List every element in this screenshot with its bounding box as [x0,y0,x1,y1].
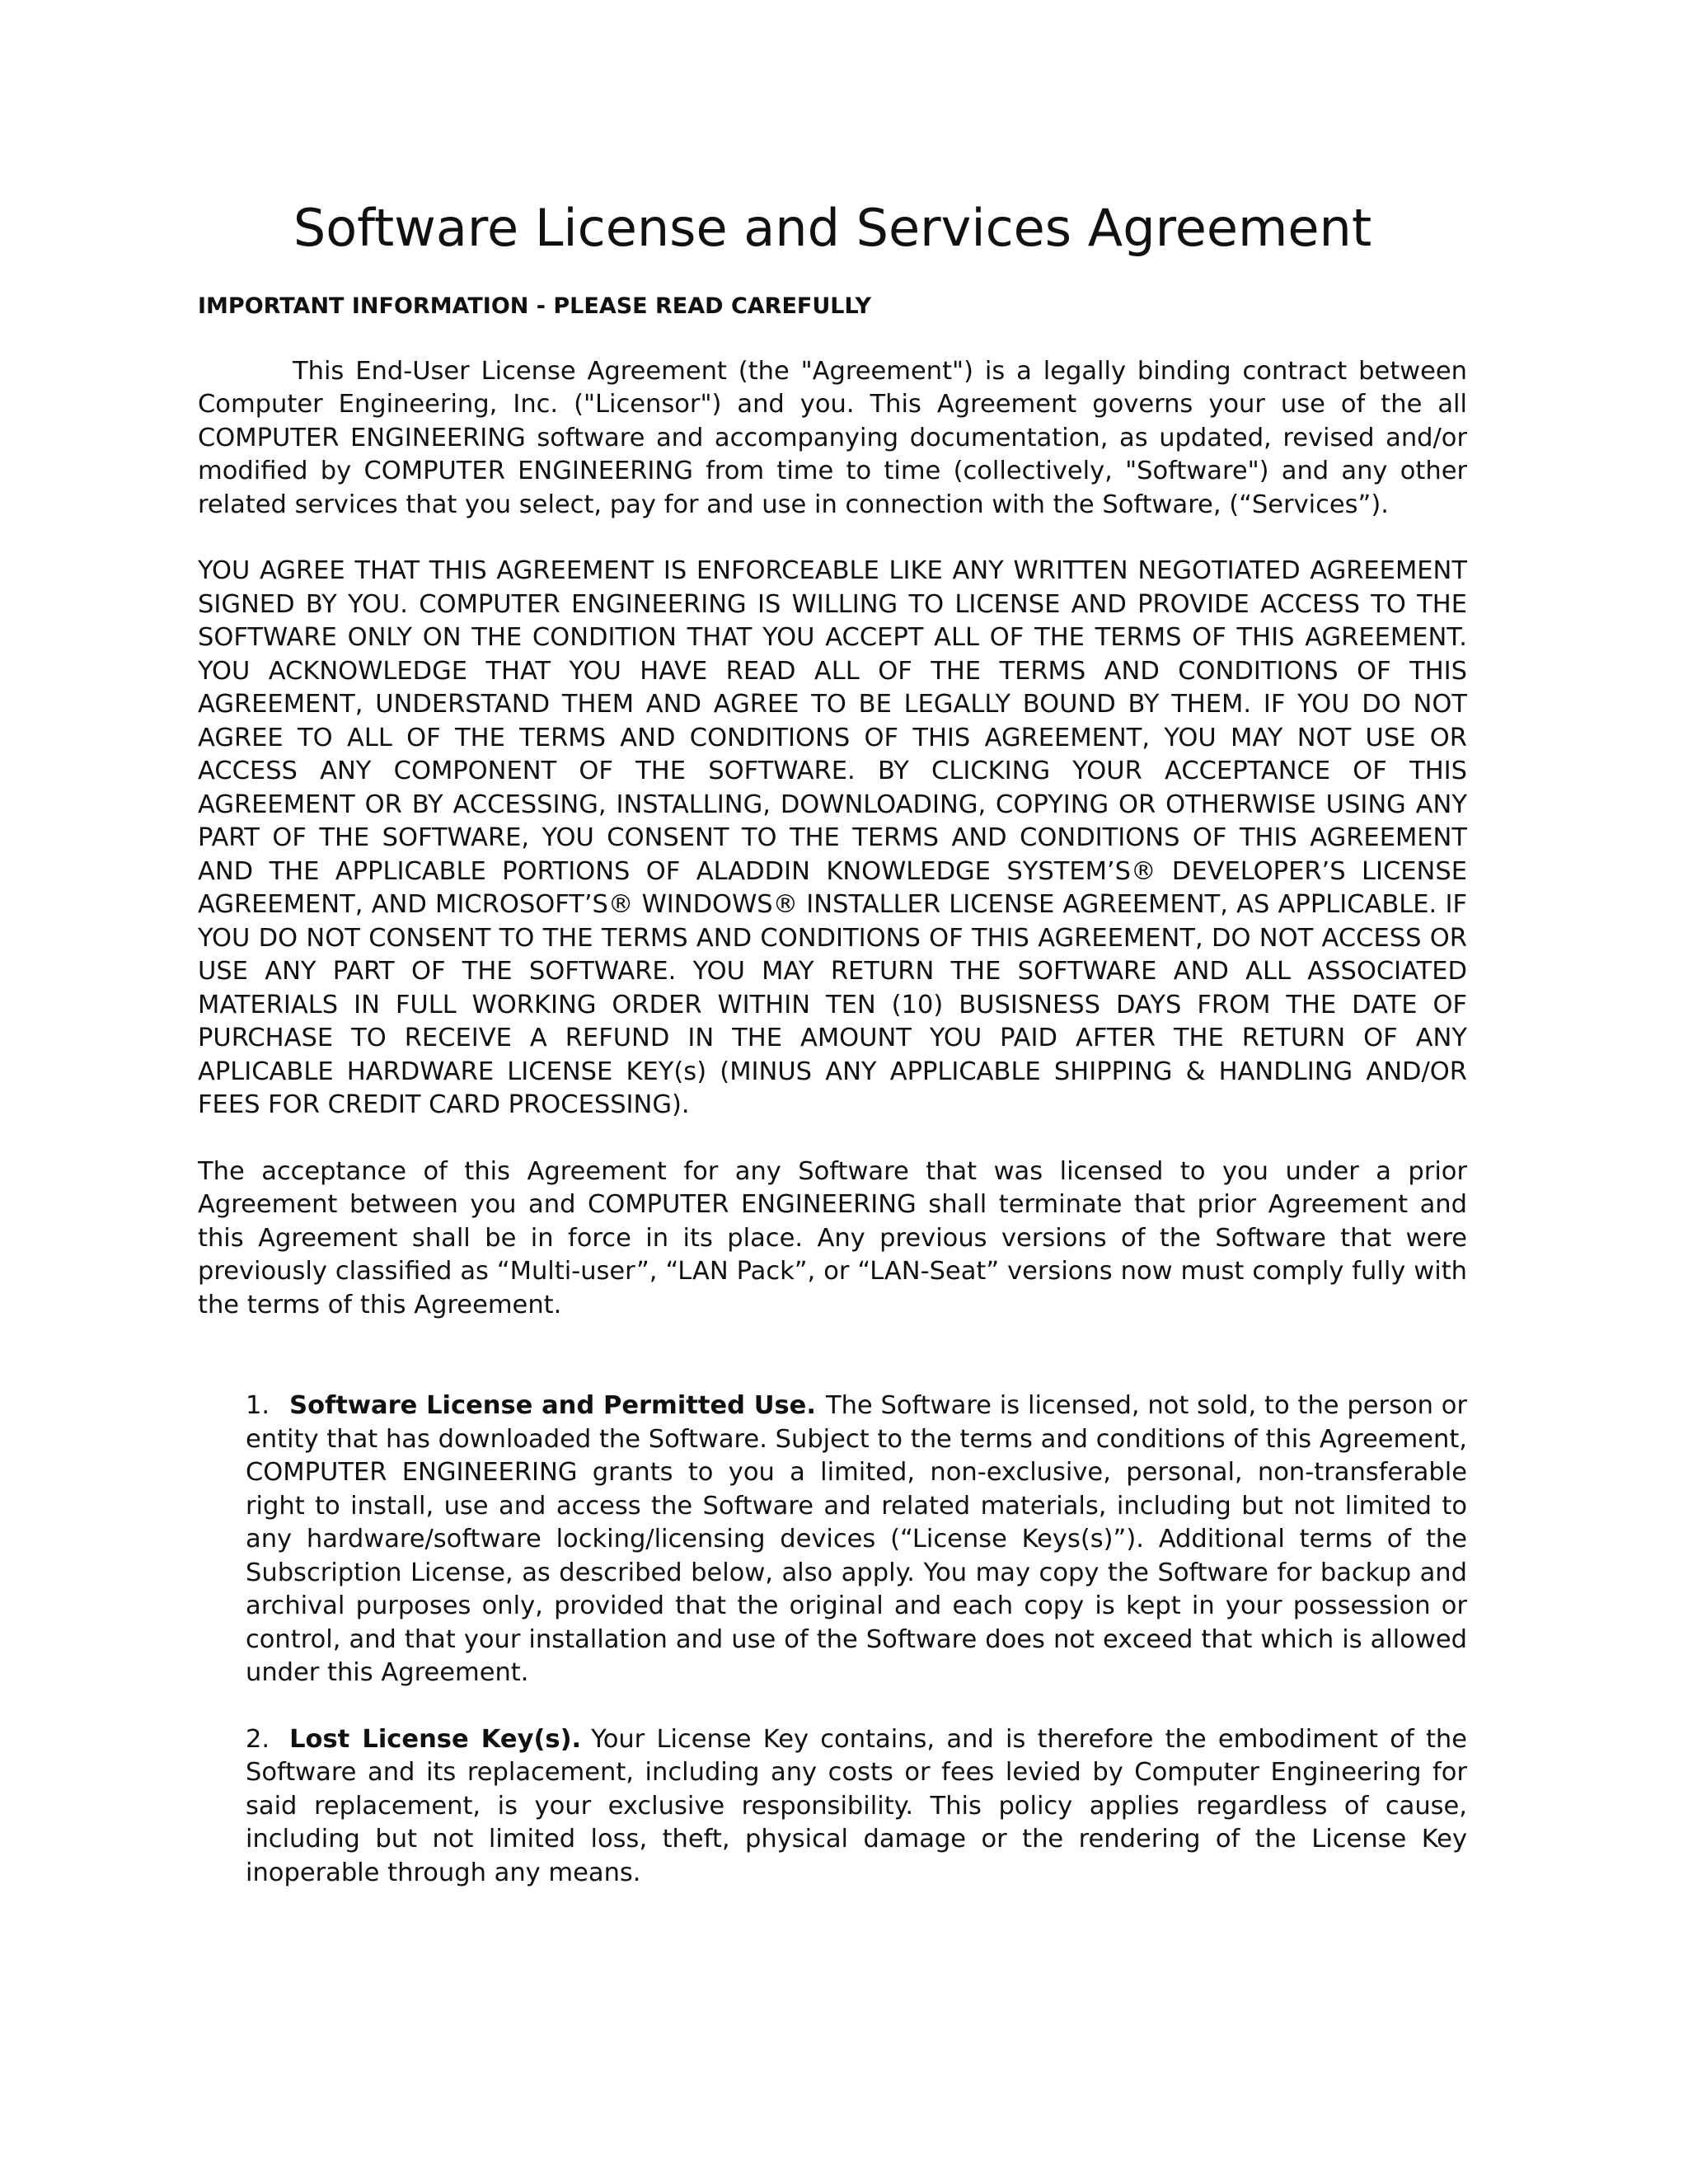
enforceability-paragraph: YOU AGREE THAT THIS AGREEMENT IS ENFORCEABLE LIKE ANY WRITTEN NEGOTIATED AGREEMENT SIGNED BY YOU. COMPUTER ENGINEERING IS WILLING TO LICENSE AND PROVIDE ACCESS TO THE SOFTWARE ONLY ON THE CONDITION THAT YOU ACCEPT ALL OF THE TERMS OF THIS AGREEMENT. YOU ACKNOWLEDGE THAT YOU HAVE READ ALL OF THE TERMS AND CONDITIONS OF THIS AGREEMENT, UNDERSTAND THEM AND AGREE TO BE LEGALLY BOUND BY THEM. IF YOU DO NOT AGREE TO ALL OF THE TERMS AND CONDITIONS OF THIS AGREEMENT, YOU MAY NOT USE OR ACCESS ANY COMPONENT OF THE SOFTWARE. BY CLICKING YOUR ACCEPTANCE OF THIS AGREEMENT OR BY ACCESSING, INSTALLING, DOWNLOADING, COPYING OR OTHERWISE USING ANY PART OF THE SOFTWARE, YOU CONSENT TO THE TERMS AND CONDITIONS OF THIS AGREEMENT AND THE APPLICABLE PORTIONS OF ALADDIN KNOWLEDGE SYSTEM’S® DEVELOPER’S LICENSE AGREEMENT, AND MICROSOFT’S® WINDOWS® INSTALLER LICENSE AGREEMENT, AS APPLICABLE. IF YOU DO NOT CONSENT TO THE TERMS AND CONDITIONS OF THIS AGREEMENT, DO NOT ACCESS OR USE ANY PART OF THE SOFTWARE. YOU MAY RETURN THE SOFTWARE AND ALL ASSOCIATED MATERIALS IN FULL WORKING ORDER WITHIN TEN (10) BUSISNESS DAYS FROM THE DATE OF PURCHASE TO RECEIVE A REFUND IN THE AMOUNT YOU PAID AFTER THE RETURN OF ANY APLICABLE HARDWARE LICENSE KEY(s) (MINUS ANY APPLICABLE SHIPPING & HANDLING AND/OR FEES FOR CREDIT CARD PROCESSING). [198,556,1467,1120]
clause-number: 2. [246,1724,270,1754]
prior-agreement-paragraph: The acceptance of this Agreement for any Software that was licensed to you under a prior Agreement between you and COMPUTER ENGINEERING shall terminate that prior Agreement and this Agreement shall be in force in its place. Any previous versions of the Software that were previously classified as “Multi-user”, “LAN Pack”, or “LAN-Seat” versions now must comply fully with the terms of this Agreement. [198,1156,1467,1319]
clause-number: 1. [246,1391,270,1421]
intro-paragraph: This End-User License Agreement (the "Agreement") is a legally binding contract between Computer Engineering, Inc. ("Licensor") and you. This Agreement governs your use of the all COMPUTER ENGINEERING software and accompanying documentation, as updated, revised and/or modified by COMPUTER ENGINEERING from time to time (collectively, "Software") and any other related services that you select, pay for and use in connection with the Software, (“Services”). [198,356,1467,519]
numbered-clauses [198,1390,1467,1890]
clause-title: Lost License Key(s). [289,1724,582,1754]
document-page [198,198,1467,1923]
important-information-heading: IMPORTANT INFORMATION - PLEASE READ CAREFULLY [198,293,872,320]
clause-text: The Software is licensed, not sold, to the person or entity that has downloaded the Software. Subject to the terms and conditions of this Agreement, COMPUTER ENGINEERING grants to you a limited, non-exclusive, personal, non-transferable right to install, use and access the Software and related materials, including but not limited to any hardware/software locking/licensing devices (“License Keys(s)”). Additional terms of the Subscription License, as described below, also apply. You may copy the Software for backup and archival purposes only, provided that the original and each copy is kept in your possession or control, and that your installation and use of the Software does not exceed that which is allowed under this Agreement. [246,1391,1467,1688]
clause-text: Your License Key contains, and is therefore the embodiment of the Software and its replacement, including any costs or fees levied by Computer Engineering for said replacement, is your exclusive responsibility. This policy applies regardless of cause, including but not limited loss, theft, physical damage or the rendering of the License Key inoperable through any means. [246,1724,1467,1887]
clause-lost-license-keys [246,1723,1467,1891]
clause-software-license [246,1390,1467,1690]
document-title: Software License and Services Agreement [293,198,1372,258]
clause-title: Software License and Permitted Use. [289,1391,816,1421]
